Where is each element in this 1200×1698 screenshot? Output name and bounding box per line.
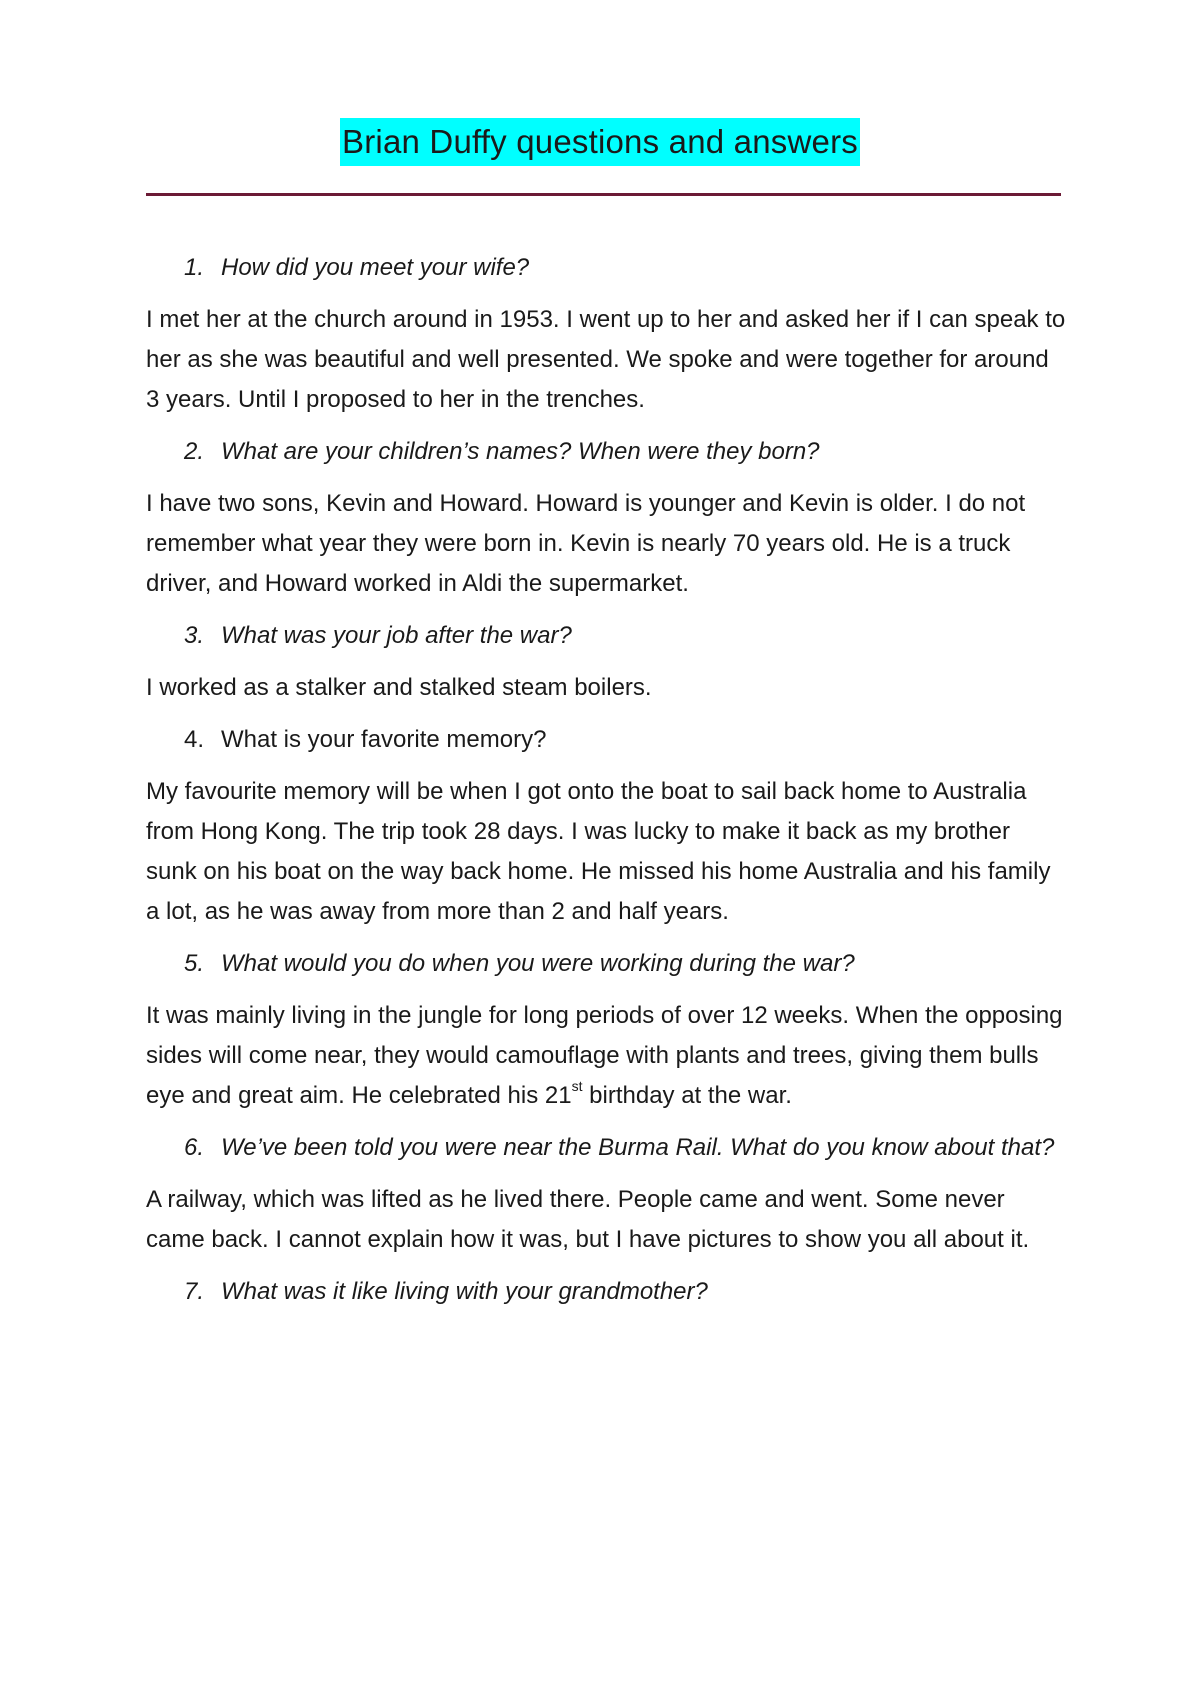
title-container (0, 118, 1200, 166)
question-text: We’ve been told you were near the Burma Rail. What do you know about that? (221, 1134, 1055, 1161)
question-text: What is your favorite memory? (221, 726, 547, 753)
question-text: What was your job after the war? (221, 622, 572, 649)
question-number: 2. (184, 438, 205, 465)
question-number: 1. (184, 254, 205, 281)
answer-2: I have two sons, Kevin and Howard. Howard is younger and Kevin is older. I do not remember what year they were born in. Kevin is nearly 70 years old. He is a truck driver, and Howard worked in Aldi the supermarket. (146, 490, 1026, 597)
question-text: How did you meet your wife? (221, 254, 530, 281)
answer-6: A railway, which was lifted as he lived there. People came and went. Some never came back. I cannot explain how it was, but I have pictures to show you all about it. (146, 1186, 1030, 1253)
question-3 (146, 616, 1066, 656)
question-4 (146, 720, 1066, 760)
question-number: 4. (184, 726, 205, 753)
title-divider (146, 193, 1061, 196)
question-7 (146, 1272, 1066, 1312)
question-number: 6. (184, 1134, 205, 1161)
question-number: 5. (184, 950, 205, 977)
question-6 (146, 1128, 1066, 1168)
answer-4: My favourite memory will be when I got onto the boat to sail back home to Australia from Hong Kong. The trip took 28 days. I was lucky to make it back as my brother sunk on his boat on the way back home. He missed his home Australia and his family a lot, as he was away from more than 2 and half years. (146, 778, 1051, 925)
answer-text: It was mainly living in the jungle for long periods of over 12 weeks. When the opposing sides will come near, they would camouflage with plants and trees, giving them bulls eye and great aim. He celebrated his 21 (146, 1002, 1063, 1109)
question-text: What was it like living with your grandmother? (221, 1278, 708, 1305)
ordinal-suffix: st (571, 1078, 583, 1094)
answer-1: I met her at the church around in 1953. I went up to her and asked her if I can speak to her as she was beautiful and well presented. We spoke and were together for around 3 years. Until I proposed to her in the trenches. (146, 306, 1066, 413)
qa-content (146, 248, 1066, 1324)
question-5 (146, 944, 1066, 984)
answer-3: I worked as a stalker and stalked steam boilers. (146, 674, 652, 701)
question-text: What are your children’s names? When were they born? (221, 438, 820, 465)
answer-text-end: birthday at the war. (582, 1082, 792, 1109)
question-text: What would you do when you were working during the war? (221, 950, 855, 977)
document-title: Brian Duffy questions and answers (340, 118, 860, 166)
question-2 (146, 432, 1066, 472)
question-1 (146, 248, 1066, 288)
question-number: 7. (184, 1278, 205, 1305)
answer-5 (146, 996, 1066, 1116)
question-number: 3. (184, 622, 205, 649)
